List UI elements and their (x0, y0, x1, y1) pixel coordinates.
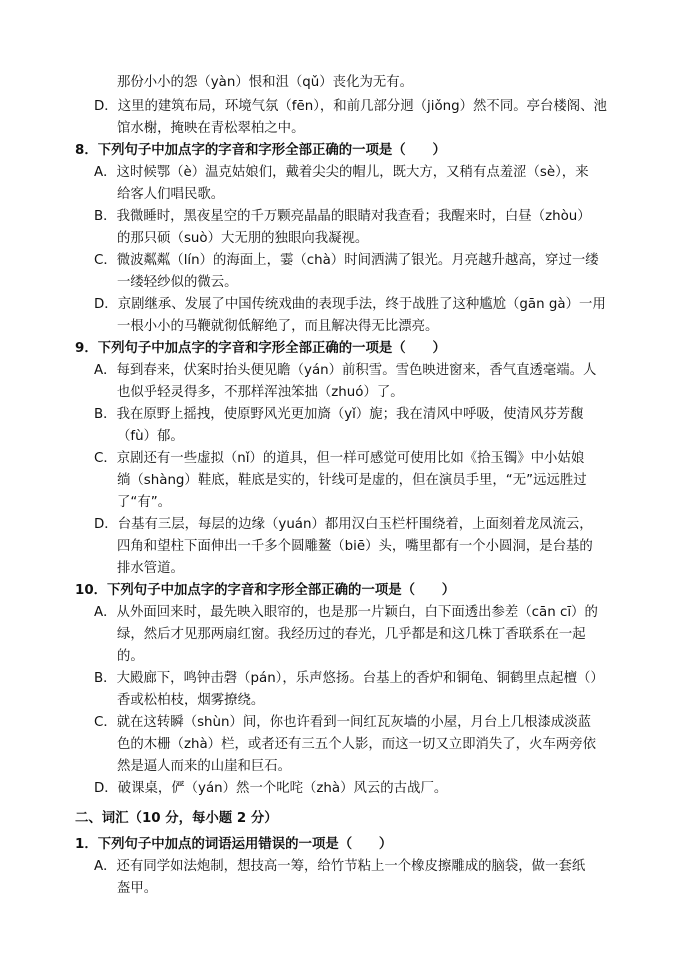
option-line: B．我在原野上摇拽，使原野风光更加旖（yǐ）旎；我在清风中呼吸，使清风芬芳馥 (94, 407, 584, 422)
text-line: 馆水榭，掩映在青松翠柏之中。 (117, 121, 305, 136)
option-line: C．微波粼粼（lín）的海面上，霎（chà）时间洒满了银光。月亮越升越高，穿过一缕 (94, 253, 599, 268)
section-heading-vocabulary: 二、词汇（10 分，每小题 2 分） (75, 811, 278, 826)
text-line: 给客人们唱民歌。 (117, 187, 225, 202)
text-line: 那份小小的怨（yàn）恨和沮（qǔ）丧化为无有。 (117, 75, 414, 90)
text-line: 的。 (117, 649, 144, 664)
text-line: 香或松柏枝，烟雾撩绕。 (117, 693, 265, 708)
question-8-heading: 8．下列句子中加点字的字音和字形全部正确的一项是（ ） (75, 143, 446, 158)
text-line: 排水管道。 (117, 561, 184, 576)
text-line: 盔甲。 (117, 881, 158, 896)
text-line: 了“有”。 (117, 495, 172, 510)
option-line: B．我微睡时，黑夜星空的千万颗亮晶晶的眼睛对我查看；我醒来时，白昼（zhòu） (94, 209, 591, 224)
option-line: D．台基有三层，每层的边缘（yuán）都用汉白玉栏杆围绕着，上面刻着龙凤流云， (94, 517, 593, 532)
text-line: 然是逼人而来的山崖和巨石。 (117, 759, 292, 774)
text-line: 一根小小的马鞭就彻低解绝了，而且解决得无比漂亮。 (117, 319, 439, 334)
text-line: 色的木栅（zhà）栏，或者还有三五个人影，而这一切又立即消失了，火车两旁依 (117, 737, 596, 752)
option-line: D．京剧继承、发展了中国传统戏曲的表现手法，终于战胜了这种尴尬（gān gà）一用 (94, 297, 606, 312)
text-line: 也似乎轻灵得多，不那样浑浊笨拙（zhuó）了。 (117, 385, 404, 400)
text-line: （fù）郁。 (117, 429, 184, 444)
question-10-heading: 10．下列句子中加点字的字音和字形全部正确的一项是（ ） (75, 583, 456, 598)
text-line: 一缕轻纱似的微云。 (117, 275, 238, 290)
option-line: D．破课桌，俨（yán）然一个叱咤（zhà）风云的古战厂。 (94, 781, 448, 796)
option-line: C．京剧还有一些虚拟（nǐ）的道具，但一样可感觉可使用比如《拾玉镯》中小姑娘 (94, 451, 585, 466)
option-line: D．这里的建筑布局，环境气氛（fēn），和前几部分迥（jiǒng）然不同。亭台楼阁、池 (94, 99, 607, 114)
option-line: C．就在这转瞬（shùn）间，你也许看到一间红瓦灰墙的小屋，月台上几根漆成淡蓝 (94, 715, 592, 730)
option-line: A．还有同学如法炮制，想技高一筹，给竹节粘上一个橡皮擦雕成的脑袋，做一套纸 (94, 859, 586, 874)
option-line: A．这时候鄂（è）温克姑娘们，戴着尖尖的帽儿，既大方，又稍有点羞涩（sè），来 (94, 165, 589, 180)
question-1-heading: 1．下列句子中加点的词语运用错误的一项是（ ） (75, 837, 393, 852)
text-line: 的那只硕（suò）大无朋的独眼向我凝视。 (117, 231, 369, 246)
text-line: 绿，然后才见那两扇红窗。我经历过的春光，几乎都是和这几株丁香联系在一起 (117, 627, 586, 642)
text-line: 绱（shàng）鞋底，鞋底是实的，针线可是虚的，但在演员手里，“无”远远胜过 (117, 473, 587, 488)
option-line: A．每到春来，伏案时抬头便见瞻（yán）前积雪。雪色映进窗来，香气直透毫端。人 (94, 363, 597, 378)
text-line: 四角和望柱下面伸出一千多个圆雕鳌（biē）头，嘴里都有一个小圆洞，是台基的 (117, 539, 593, 554)
option-line: B．大殿廊下，鸣钟击磬（pán），乐声悠扬。台基上的香炉和铜龟、铜鹤里点起檀（） (94, 671, 604, 686)
option-line: A．从外面回来时，最先映入眼帘的，也是那一片颖白，白下面透出参差（cān cī）的 (94, 605, 598, 620)
question-9-heading: 9．下列句子中加点字的字音和字形全部正确的一项是（ ） (75, 341, 446, 356)
